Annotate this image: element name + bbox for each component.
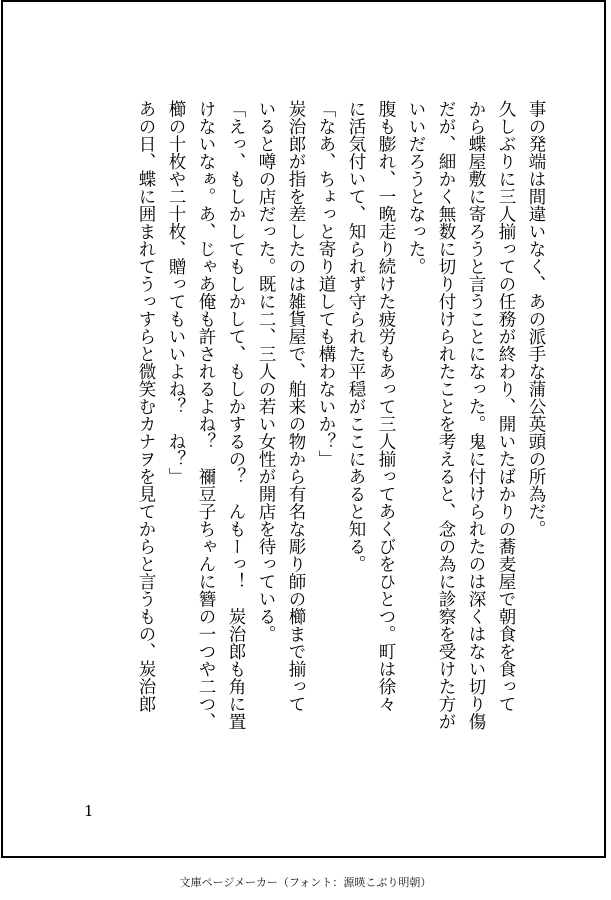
text-line: 「なあ、ちょっと寄り道しても構わないか？」 [316, 100, 336, 468]
text-line: 炭治郎が指を差したのは雑貨屋で、舶来の物から有名な彫り師の櫛まで揃って [286, 100, 306, 713]
footer-caption: 文庫ページメーカー（フォント：源暎こぶり明朝） [179, 876, 432, 889]
text-line: あの日、蝶に囲まれてうっすらと微笑むカナヲを見てからと言うもの、炭治郎 [136, 100, 156, 713]
text-line: 櫛の十枚や二十枚、贈ってもいいよね？ ね？」 [166, 100, 186, 485]
page-number: 1 [84, 802, 94, 820]
text-line: だが、細かく無数に切り付けられたことを考えると、念の為に診察を受けた方が [436, 100, 456, 730]
text-line: けないなぁ。あ、じゃあ俺も許されるよね？ 禰豆子ちゃんに簪の一つや二つ、 [196, 100, 216, 730]
text-line: に活気付いて、知られず守られた平穏がここにあると知る。 [346, 100, 366, 573]
vertical-text-block [91, 100, 551, 790]
text-line: 「えっ、もしかしてもしかして、もしかするの？ んもーっ！ 炭治郎も角に置 [226, 100, 246, 730]
page-frame [1, 0, 606, 858]
text-line: から蝶屋敷に寄ろうと言うことになった。鬼に付けられたのは深くはない切り傷 [466, 100, 486, 730]
text-line: 久しぶりに三人揃っての任務が終わり、開いたばかりの蕎麦屋で朝食を食って [496, 100, 516, 713]
text-line: 事の発端は間違いなく、あの派手な蒲公英頭の所為だ。 [526, 100, 546, 538]
text-line: いいだろうとなった。 [406, 100, 426, 275]
text-line: いると噂の店だった。既に二、三人の若い女性が開店を待っている。 [256, 100, 276, 643]
text-line: 腹も膨れ、一晩走り続けた疲労もあって三人揃ってあくびをひとつ。町は徐々 [376, 100, 396, 713]
